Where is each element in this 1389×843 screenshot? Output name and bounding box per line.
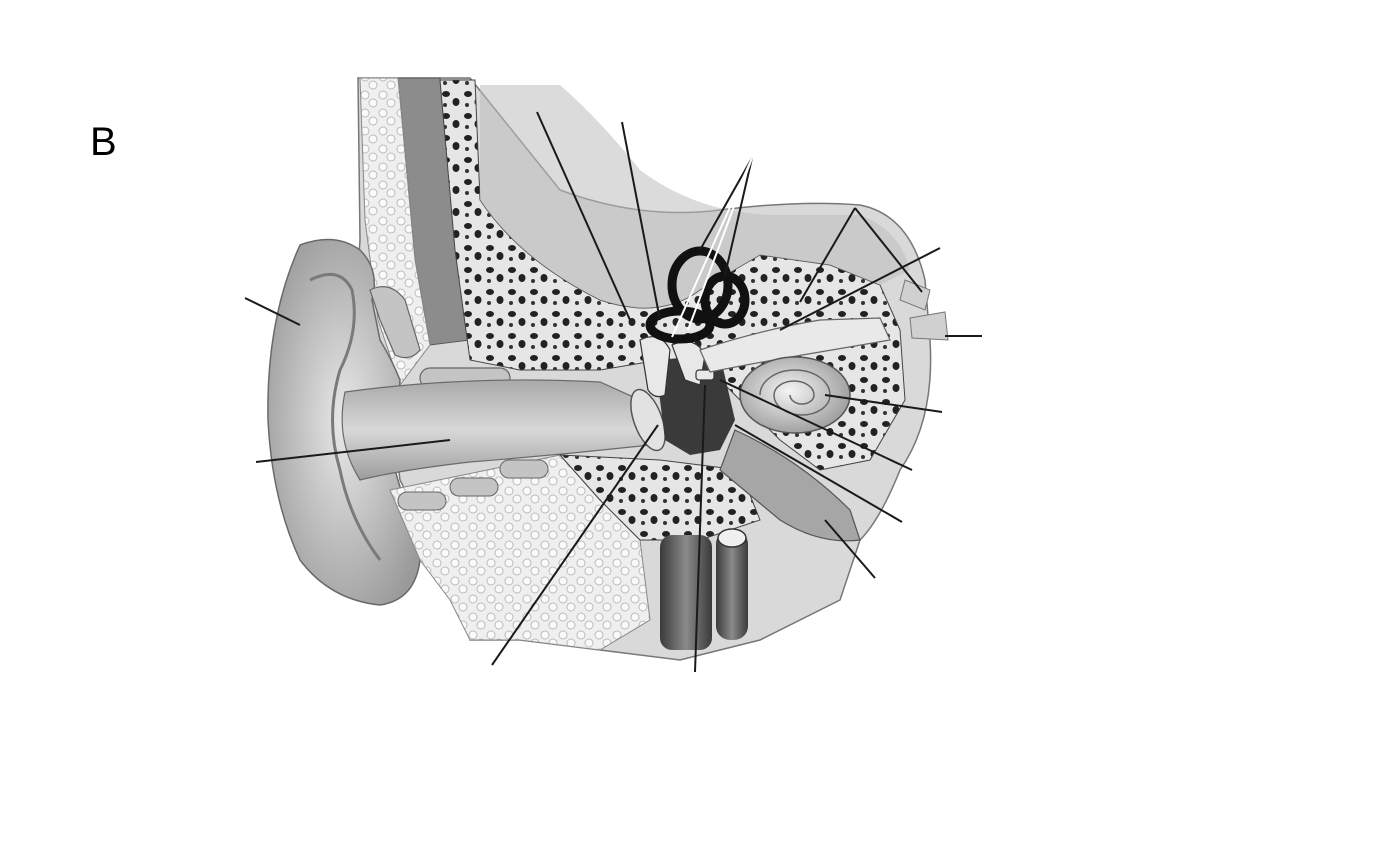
carotid-lumen [718,529,746,547]
panel-label: B [90,120,117,164]
cartilage-lower-1 [398,492,446,510]
internal-jugular-vein [660,535,712,650]
cartilage-lower-3 [500,460,548,478]
cartilage-lower-2 [450,478,498,496]
cochlea-shell [740,357,850,433]
cochlea [740,357,850,433]
